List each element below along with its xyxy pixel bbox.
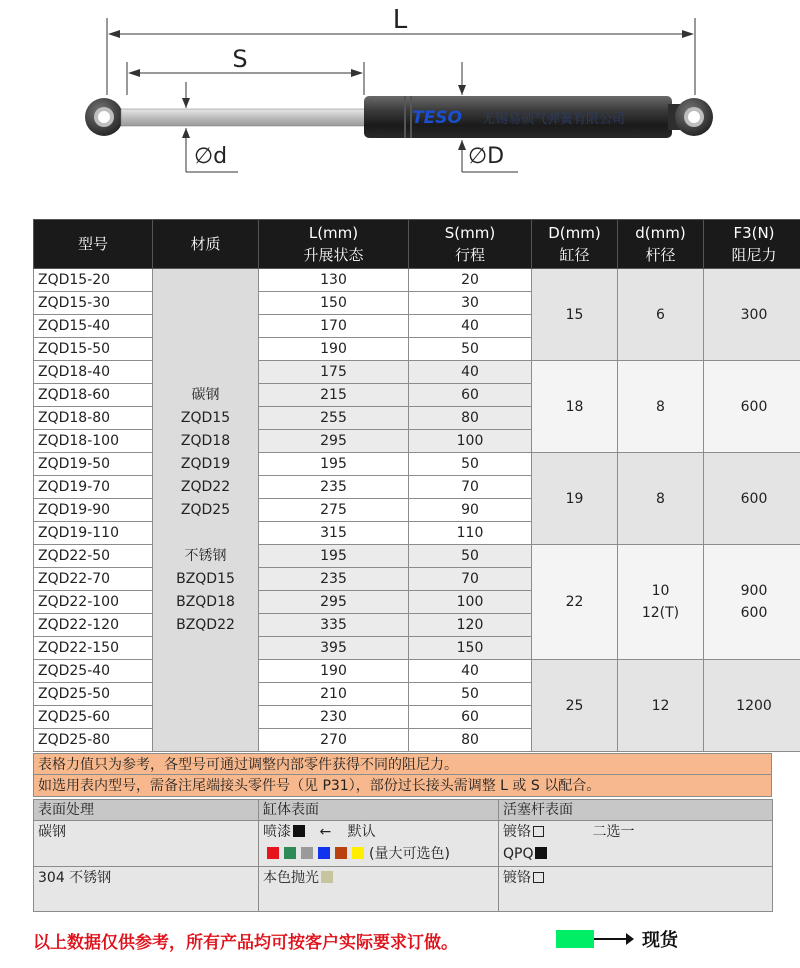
model-cell: ZQD18-60	[34, 384, 153, 407]
force-value: 600	[740, 398, 768, 415]
header-model: 型号	[34, 220, 153, 269]
finish-stainless-cylinder	[259, 867, 499, 912]
color-swatch	[335, 847, 347, 859]
material-line: ZQD22	[180, 478, 231, 495]
finish-header-treatment: 表面处理	[34, 800, 259, 821]
stroke-cell: 80	[409, 729, 532, 752]
choose-one-label: 二选一	[592, 824, 635, 840]
rod-diameter-value: 6	[656, 306, 665, 323]
material-line: BZQD18	[176, 593, 235, 610]
rod-diameter-cell	[618, 660, 704, 752]
force-value: 600	[740, 605, 768, 621]
material-line: 不锈钢	[184, 547, 227, 564]
model-cell: ZQD22-120	[34, 614, 153, 637]
table-row	[34, 361, 800, 384]
spec-body	[34, 269, 800, 752]
length-cell: 195	[259, 545, 409, 568]
rod-diameter-cell	[618, 269, 704, 361]
model-cell: ZQD15-40	[34, 315, 153, 338]
black-swatch	[293, 825, 305, 837]
force-value: 300	[740, 306, 768, 323]
model-cell: ZQD15-50	[34, 338, 153, 361]
spec-table	[33, 219, 800, 752]
stroke-cell: 150	[409, 637, 532, 660]
finish-stainless-rod	[499, 867, 773, 912]
material-line: BZQD22	[176, 616, 235, 633]
stroke-cell: 40	[409, 361, 532, 384]
stroke-cell: 50	[409, 683, 532, 706]
length-cell: 275	[259, 499, 409, 522]
dim-d-label: ∅d	[194, 144, 228, 169]
color-swatches	[267, 846, 369, 862]
length-cell: 195	[259, 453, 409, 476]
stroke-cell: 80	[409, 407, 532, 430]
rod-diameter-value: 12(T)	[641, 605, 680, 621]
length-cell: 255	[259, 407, 409, 430]
length-cell: 190	[259, 660, 409, 683]
length-cell: 235	[259, 568, 409, 591]
stroke-cell: 100	[409, 591, 532, 614]
color-swatch	[352, 847, 364, 859]
finish-row-carbon	[34, 821, 773, 867]
qpq-swatch	[535, 847, 547, 859]
stroke-cell: 50	[409, 453, 532, 476]
cylinder-diameter-cell: 15	[532, 269, 618, 361]
stainless-chrome-label: 镀铬	[503, 870, 531, 886]
length-cell: 230	[259, 706, 409, 729]
material-line: ZQD25	[180, 501, 231, 518]
left-eye-end	[85, 98, 123, 136]
material-cell	[153, 269, 259, 752]
table-row	[34, 453, 800, 476]
material-line: ZQD15	[180, 409, 231, 426]
rod-diameter-value: 8	[656, 490, 665, 507]
force-value: 600	[740, 490, 768, 507]
dim-S-label: S	[232, 45, 248, 73]
dimension-d	[182, 82, 238, 172]
piston-rod	[121, 109, 366, 126]
stroke-cell: 40	[409, 660, 532, 683]
header-material: 材质	[153, 220, 259, 269]
rod-diameter-cell	[618, 545, 704, 660]
right-arrow-icon	[594, 938, 628, 940]
model-cell: ZQD22-50	[34, 545, 153, 568]
length-cell: 235	[259, 476, 409, 499]
finish-header-cylinder: 缸体表面	[259, 800, 499, 821]
length-cell: 130	[259, 269, 409, 292]
cylinder-diameter-cell: 18	[532, 361, 618, 453]
finish-table	[33, 799, 773, 912]
force-cell	[704, 269, 800, 361]
force-cell	[704, 361, 800, 453]
rod-diameter-value: 10	[651, 583, 670, 599]
model-cell: ZQD15-30	[34, 292, 153, 315]
table-row	[34, 660, 800, 683]
dim-L-label: L	[392, 5, 408, 35]
model-cell: ZQD18-80	[34, 407, 153, 430]
note-force: 表格力值只为参考，各型号可通过调整内部零件获得不同的阻尼力。	[33, 753, 772, 775]
right-eye-end	[668, 98, 713, 136]
length-cell: 170	[259, 315, 409, 338]
header-S: S(mm) 行程	[409, 220, 532, 269]
length-cell: 150	[259, 292, 409, 315]
cylinder-diameter-cell: 19	[532, 453, 618, 545]
left-arrow-icon: ←	[319, 824, 332, 840]
stroke-cell: 30	[409, 292, 532, 315]
model-cell: ZQD19-90	[34, 499, 153, 522]
length-cell: 270	[259, 729, 409, 752]
length-cell: 335	[259, 614, 409, 637]
stroke-cell: 110	[409, 522, 532, 545]
length-cell: 295	[259, 591, 409, 614]
finish-row-stainless	[34, 867, 773, 912]
length-cell: 175	[259, 361, 409, 384]
color-swatch	[318, 847, 330, 859]
stroke-cell: 70	[409, 568, 532, 591]
company-name: 无锡易硕气弹簧有限公司	[482, 112, 626, 127]
spec-header-row	[34, 220, 800, 269]
finish-header-row	[34, 800, 773, 821]
model-cell: ZQD22-70	[34, 568, 153, 591]
stock-label: 现货	[642, 930, 678, 951]
default-label: 默认	[347, 824, 376, 840]
finish-header-rod: 活塞杆表面	[499, 800, 773, 821]
length-cell: 190	[259, 338, 409, 361]
chrome-label: 镀铬	[503, 824, 531, 840]
finish-carbon-rod	[499, 821, 773, 867]
stroke-cell: 70	[409, 476, 532, 499]
model-cell: ZQD25-80	[34, 729, 153, 752]
model-cell: ZQD22-100	[34, 591, 153, 614]
header-d: d(mm) 杆径	[618, 220, 704, 269]
teso-logo: TESO	[412, 108, 462, 128]
finish-carbon-label: 碳钢	[34, 821, 259, 867]
material-line	[153, 522, 258, 545]
table-row	[34, 545, 800, 568]
rod-diameter-cell	[618, 453, 704, 545]
stroke-cell: 60	[409, 706, 532, 729]
model-cell: ZQD25-40	[34, 660, 153, 683]
material-line: BZQD15	[176, 570, 235, 587]
stroke-cell: 20	[409, 269, 532, 292]
qpq-label: QPQ	[503, 846, 534, 862]
material-line: ZQD19	[180, 455, 231, 472]
model-cell: ZQD15-20	[34, 269, 153, 292]
dimension-S	[127, 45, 364, 95]
stroke-cell: 50	[409, 545, 532, 568]
force-cell	[704, 453, 800, 545]
dim-D-label: ∅D	[468, 144, 505, 169]
model-cell: ZQD25-60	[34, 706, 153, 729]
stroke-cell: 60	[409, 384, 532, 407]
length-cell: 295	[259, 430, 409, 453]
color-swatch	[267, 847, 279, 859]
header-F3: F3(N) 阻尼力	[704, 220, 800, 269]
chrome-checkbox	[533, 826, 544, 837]
cylinder-diameter-cell: 22	[532, 545, 618, 660]
length-cell: 210	[259, 683, 409, 706]
force-value: 900	[740, 583, 768, 599]
model-cell: ZQD25-50	[34, 683, 153, 706]
color-swatch	[284, 847, 296, 859]
model-cell: ZQD19-50	[34, 453, 153, 476]
stroke-cell: 50	[409, 338, 532, 361]
force-value: 1200	[736, 697, 772, 714]
model-cell: ZQD18-100	[34, 430, 153, 453]
model-cell: ZQD22-150	[34, 637, 153, 660]
model-cell: ZQD19-110	[34, 522, 153, 545]
model-cell: ZQD19-70	[34, 476, 153, 499]
finish-carbon-cylinder	[259, 821, 499, 867]
finish-stainless-label: 304 不锈钢	[34, 867, 259, 912]
note-connector: 如选用表内型号，需备注尾端接头零件号（见 P31），部份过长接头需调整 L 或 S 以配合。	[33, 775, 772, 797]
stroke-cell: 90	[409, 499, 532, 522]
length-cell: 315	[259, 522, 409, 545]
stainless-chrome-checkbox	[533, 872, 544, 883]
material-line: ZQD18	[180, 432, 231, 449]
rod-diameter-value: 8	[656, 398, 665, 415]
header-L: L(mm) 升展状态	[259, 220, 409, 269]
table-row	[34, 269, 800, 292]
length-cell: 395	[259, 637, 409, 660]
rod-diameter-value: 12	[651, 697, 670, 714]
gas-spring-drawing	[0, 0, 800, 215]
colors-note: (量大可选色)	[369, 846, 450, 862]
cylinder-body	[364, 96, 672, 138]
polish-swatch	[321, 871, 333, 883]
model-cell: ZQD18-40	[34, 361, 153, 384]
material-line: 碳钢	[191, 386, 220, 403]
footer-note: 以上数据仅供参考，所有产品均可按客户实际要求订做。	[33, 933, 458, 953]
stroke-cell: 40	[409, 315, 532, 338]
notes	[33, 753, 772, 797]
length-cell: 215	[259, 384, 409, 407]
header-D: D(mm) 缸径	[532, 220, 618, 269]
rod-diameter-cell	[618, 361, 704, 453]
color-swatch	[301, 847, 313, 859]
stroke-cell: 120	[409, 614, 532, 637]
paint-label: 喷漆	[263, 824, 291, 840]
polish-label: 本色抛光	[263, 870, 319, 886]
force-cell	[704, 545, 800, 660]
force-cell	[704, 660, 800, 752]
cylinder-diameter-cell: 25	[532, 660, 618, 752]
stroke-cell: 100	[409, 430, 532, 453]
dimension-L	[107, 5, 695, 95]
stock-swatch	[556, 930, 594, 948]
